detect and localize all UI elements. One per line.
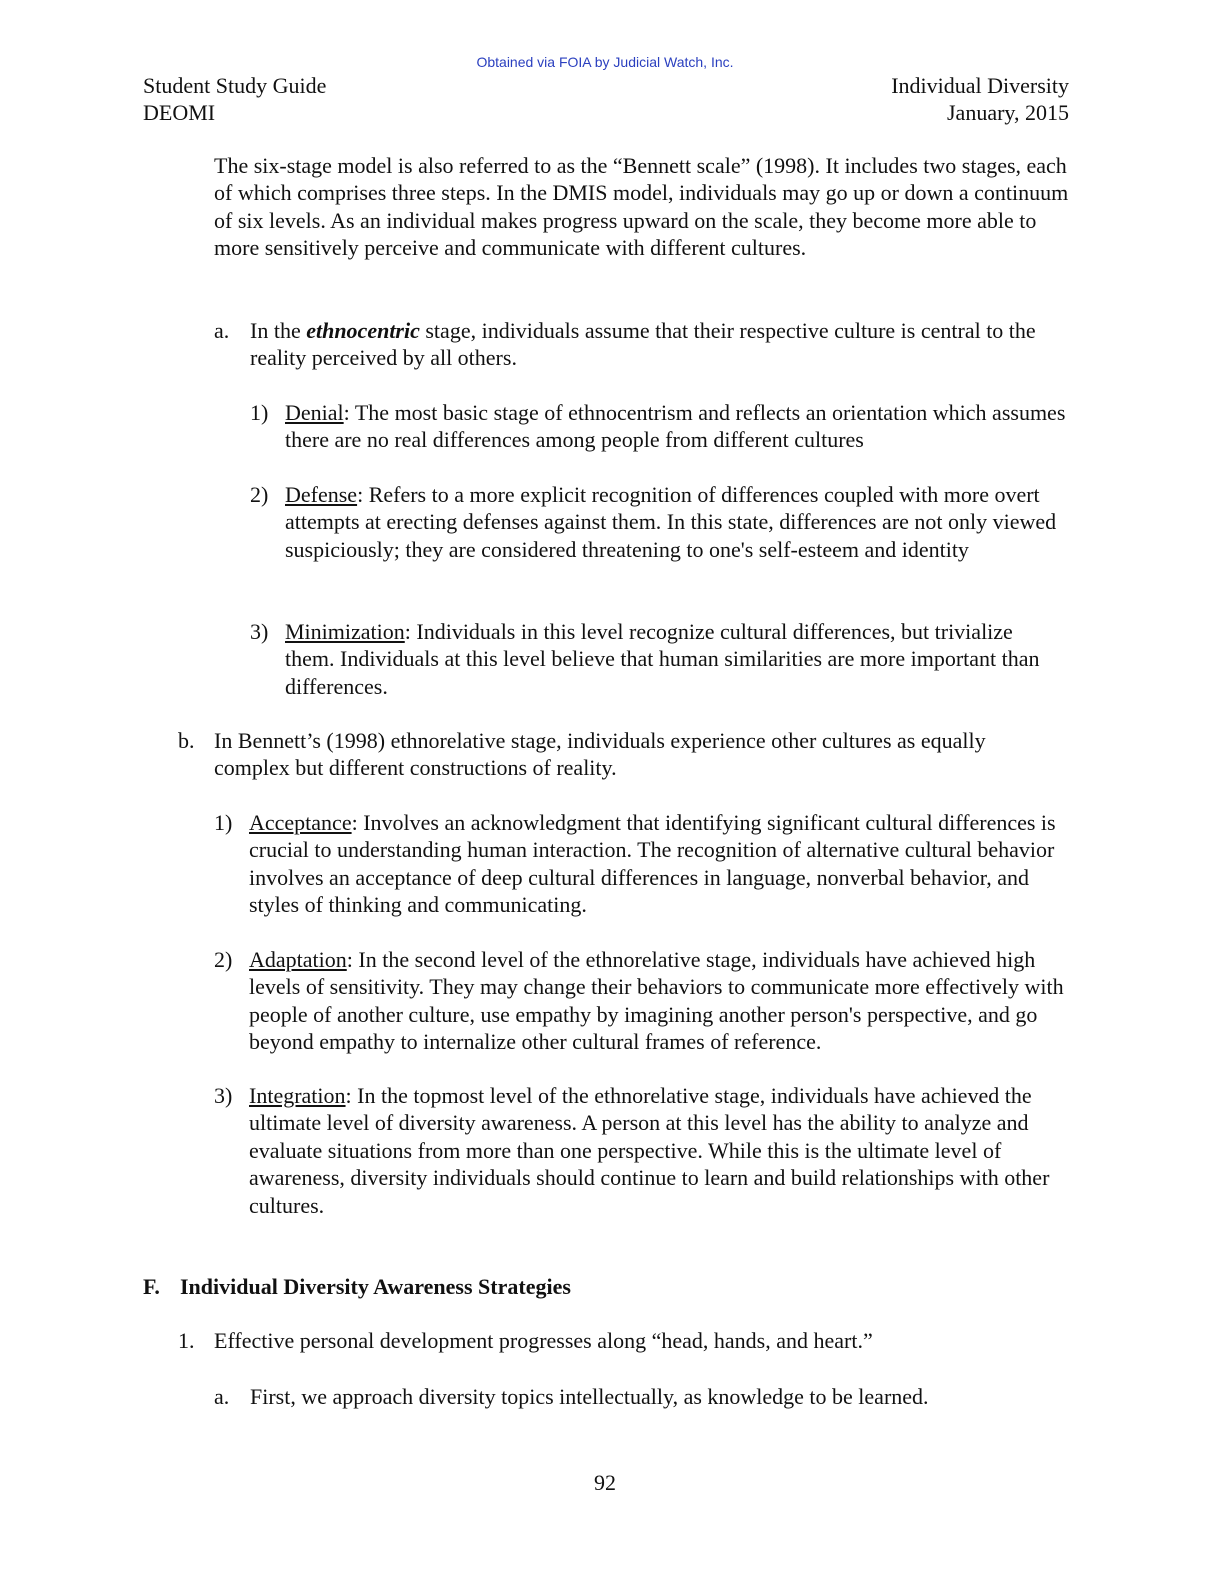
list-item-b3 — [214, 1082, 1074, 1219]
foia-watermark: Obtained via FOIA by Judicial Watch, Inc. — [476, 54, 734, 70]
list-item-a2 — [250, 481, 1072, 563]
term-acceptance: Acceptance — [249, 810, 352, 835]
list-item-text: Defense: Refers to a more explicit recognition of differences coupled with more overt attempts at erecting defenses against them. In this state, differences are not only viewed suspiciously; they are considered threatening to one's self-esteem and identity — [285, 482, 1057, 562]
page-number: 92 — [594, 1470, 616, 1495]
section-marker: F. — [143, 1274, 160, 1299]
header-left — [143, 72, 326, 126]
header-date: January, 2015 — [947, 100, 1069, 125]
term-denial: Denial — [285, 400, 344, 425]
list-marker: 1) — [214, 810, 233, 835]
list-item-1 — [178, 1327, 1058, 1354]
term-adaptation: Adaptation — [249, 947, 347, 972]
term-defense: Defense — [285, 482, 358, 507]
list-item-a1 — [250, 399, 1070, 454]
list-item-1a — [214, 1383, 1074, 1410]
list-marker: 1. — [178, 1328, 195, 1353]
header-title: Student Study Guide — [143, 73, 327, 98]
header-right — [891, 72, 1069, 126]
list-item-text: First, we approach diversity topics intellectually, as knowledge to be learned. — [250, 1384, 929, 1409]
list-item-text: Integration: In the topmost level of the ethnorelative stage, individuals have achieved the ultimate level of diversity awareness. A person at this level has the ability to analyze and evaluate situations from more than one perspective. While this is the ultimate level of awareness, diversity individuals should continue to learn and build relationships with other cultures. — [249, 1083, 1050, 1218]
emphasis-term: ethnocentric — [306, 318, 420, 343]
list-marker: 1) — [250, 400, 269, 425]
list-marker: a. — [214, 318, 230, 343]
list-marker: 2) — [250, 482, 269, 507]
list-item-b — [178, 727, 1058, 782]
list-marker: 3) — [250, 619, 269, 644]
list-item-b1 — [214, 809, 1074, 919]
list-item-text: In the ethnocentric stage, individuals assume that their respective culture is central to the reality perceived by all others. — [250, 318, 1036, 371]
header-org: DEOMI — [143, 100, 216, 125]
header-topic: Individual Diversity — [891, 73, 1069, 98]
list-item-text: Adaptation: In the second level of the ethnorelative stage, individuals have achieved high levels of sensitivity. They may change their behaviors to communicate more effectively with people of another culture, use empathy by imagining another person's perspective, and go beyond empathy to internalize other cultural frames of reference. — [249, 947, 1064, 1055]
list-item-text: Minimization: Individuals in this level recognize cultural differences, but trivialize them. Individuals at this level believe that human similarities are more important than differences. — [285, 619, 1040, 699]
list-item-text: Denial: The most basic stage of ethnocentrism and reflects an orientation which assumes there are no real differences among people from different cultures — [285, 400, 1066, 453]
list-item-a3 — [250, 618, 1065, 700]
list-item-text: In Bennett’s (1998) ethnorelative stage, individuals experience other cultures as equally complex but different constructions of reality. — [214, 728, 986, 781]
list-item-a — [214, 317, 1074, 372]
intro-paragraph: The six-stage model is also referred to as the “Bennett scale” (1998). It includes two stages, each of which comprises three steps. In the DMIS model, individuals may go up or down a continuum of six levels. As an individual makes progress upward on the scale, they become more able to more sensitively perceive and communicate with different cultures. — [214, 153, 1069, 261]
term-minimization: Minimization — [285, 619, 405, 644]
list-item-b2 — [214, 946, 1076, 1056]
list-item-text: Acceptance: Involves an acknowledgment that identifying significant cultural differences is crucial to understanding human interaction. The recognition of alternative cultural behavior involves an acceptance of deep cultural differences in language, nonverbal behavior, and styles of thinking and communicating. — [249, 810, 1056, 918]
term-integration: Integration — [249, 1083, 346, 1108]
list-item-text: Effective personal development progresses along “head, hands, and heart.” — [214, 1328, 873, 1353]
list-marker: b. — [178, 728, 195, 753]
list-marker: 2) — [214, 947, 233, 972]
list-marker: 3) — [214, 1083, 233, 1108]
list-marker: a. — [214, 1384, 230, 1409]
section-title: Individual Diversity Awareness Strategies — [180, 1274, 571, 1299]
